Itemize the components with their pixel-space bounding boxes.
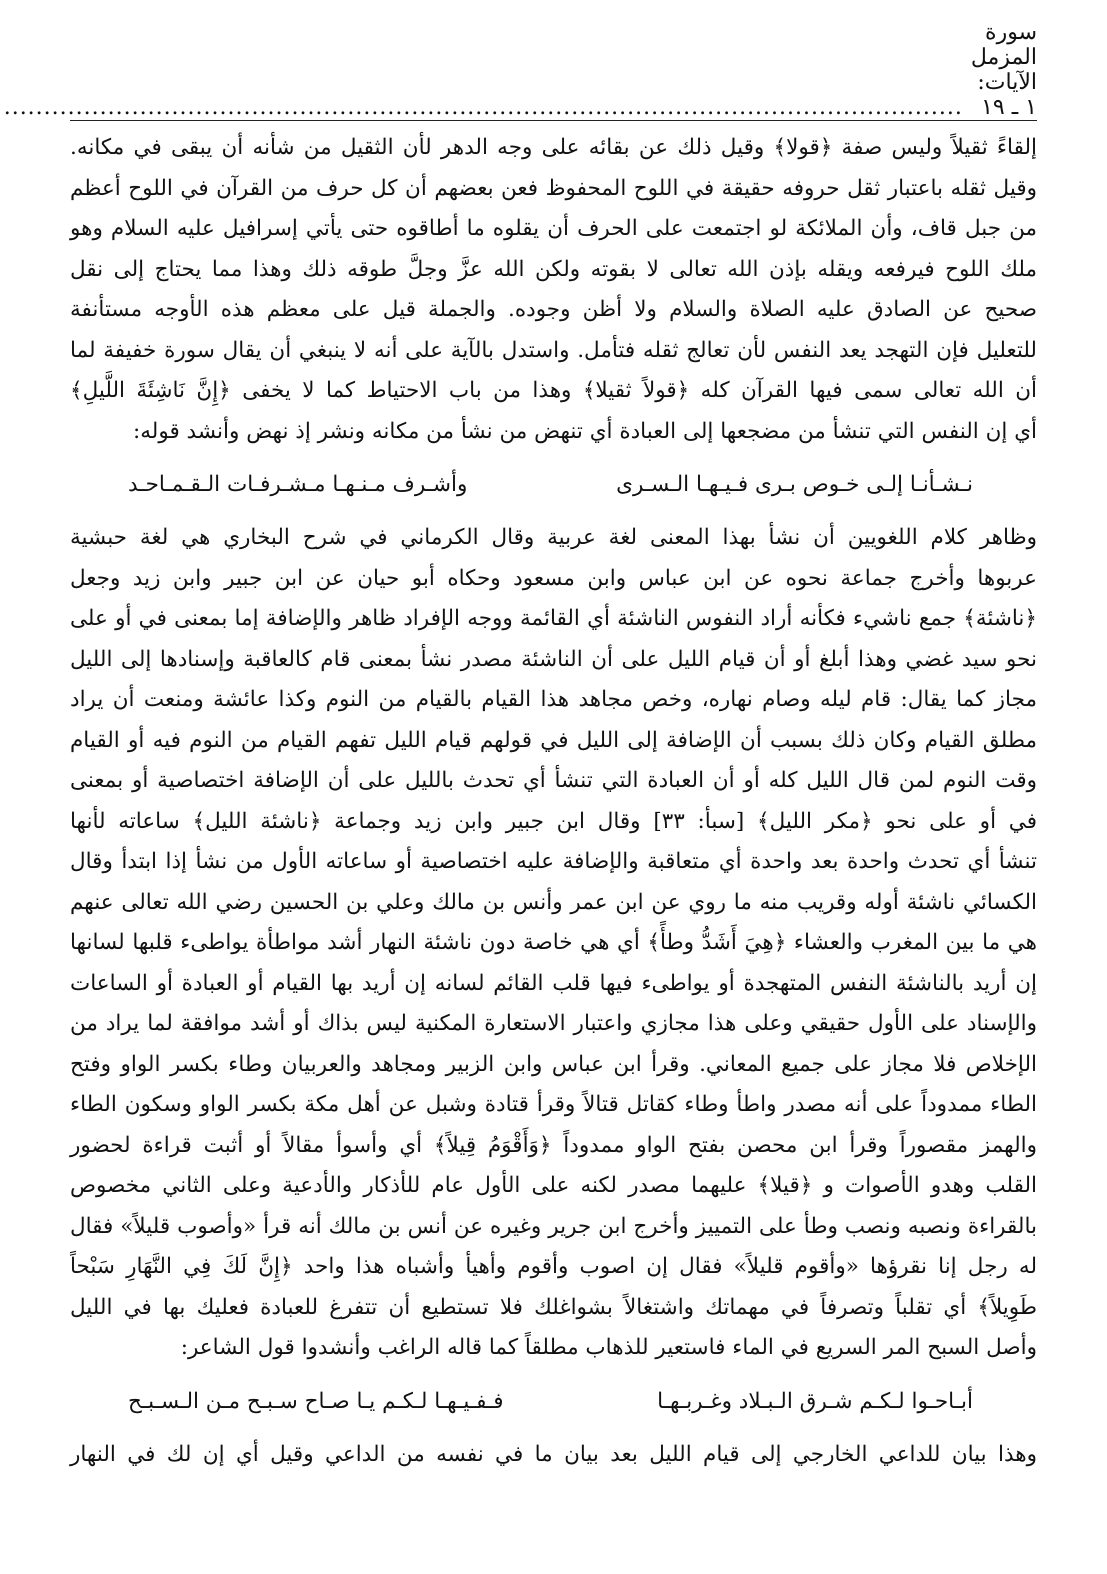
page-body (70, 128, 1037, 1475)
text-line: طَوِيلاً﴾ أي تقلباً وتصرفاً في مهماتك واشتغالاً بشواغلك فلا تستطيع أن تتفرغ للعبادة فعليك بها في الليل (70, 1294, 1037, 1320)
paragraph-3 (70, 1435, 1037, 1476)
text-line: الإخلاص فلا مجاز على جميع المعاني. وقرأ ابن عباس وابن الزبير ومجاهد والعربيان وطاء بكسر الواو وفتح (70, 1051, 1037, 1077)
header-dots: ........................................................................................................................ (3, 95, 963, 120)
text-line: وقيل ثقله باعتبار ثقل حروفه حقيقة في اللوح المحفوظ فعن بعضهم أن كل حرف من القرآن في اللوح أعظم (70, 175, 1037, 201)
text-line: للتعليل فإن التهجد يعد النفس لأن تعالج ثقله فتأمل. واستدل بالآية على أنه لا ينبغي أن يقال سورة خفيفة لما (70, 337, 1037, 363)
text-line: نحو سيد غضي وهذا أبلغ أو أن قيام الليل على أن الناشئة مصدر نشأ بمعنى قام كالعاقبة وإسنادها إلى الليل (70, 646, 1037, 672)
text-line: وظاهر كلام اللغويين أن نشأ بهذا المعنى لغة عربية وقال الكرماني في شرح البخاري هي لغة حبشية (70, 525, 1037, 550)
running-header (3, 20, 1037, 120)
text-line: مجاز كما يقال: قام ليله وصام نهاره، وخص مجاهد هذا القيام بالقيام من النوم وكذا عائشة ومنعت أن يراد (70, 687, 1037, 712)
verse-second-hemistich: فـفـيـهـا لـكـم يـا صـاح سـبـح مـن الـسـبـح (128, 1388, 504, 1414)
text-line: إلقاءً ثقيلاً وليس صفة ﴿قولا﴾ وقيل ذلك عن بقائه على وجه الدهر لأن الثقيل من شأنه أن يبقى في مكانه. (70, 135, 1037, 160)
text-line: عربوها وأخرج جماعة نحوه عن ابن عباس وابن مسعود وحكاه أبو حيان عن ابن جبير وابن زيد وجعل (70, 565, 1037, 591)
header-divider (70, 120, 1037, 121)
text-line: أي إن النفس التي تنشأ من مضجعها إلى العبادة أي تنهض من نشأ من مكانه ونشر إذ نهض وأنشد قوله: (133, 418, 1037, 444)
text-line: هي ما بين المغرب والعشاء ﴿هِيَ أَشَدُّ وطأً﴾ أي هي خاصة دون ناشئة النهار أشد مواطأة يواطىء قلبها لسانها (70, 930, 1037, 955)
verse-second-hemistich: وأشـرف مـنـهـا مـشـرفـات الـقـمـاحـد (128, 472, 468, 497)
text-line: القلب وهدو الأصوات و ﴿قيلا﴾ عليهما مصدر لكنه على الأول عام للأذكار والأدعية وعلى الثاني مخصوص (70, 1173, 1037, 1198)
text-line: صحيح عن الصادق عليه الصلاة والسلام ولا أظن وجوده. والجملة قيل على معظم هذه الأوجه مستأنفة (70, 297, 1037, 322)
poetry-verse-1 (70, 452, 1037, 518)
paragraph-2 (70, 518, 1037, 1369)
text-line: إن أريد بالناشئة النفس المتهجدة أو يواطىء فيها قلب القائم لسانه إن أريد بها القيام أو العبادة أو الساعات (70, 970, 1037, 996)
text-line: الكسائي ناشئة أوله وقريب منه ما روي عن ابن عمر وأنس بن مالك وعلي بن الحسين رضي الله تعالى عنهم (70, 889, 1037, 915)
header-title: سورة المزمل الآيات: ١ ـ ١٩ (970, 20, 1037, 120)
text-line: وهذا بيان للداعي الخارجي إلى قيام الليل بعد بيان ما في نفسه من الداعي وقيل أي إن لك في النهار (70, 1441, 1037, 1467)
text-line: وقت النوم لمن قال الليل كله أو أن العبادة التي تنشأ أي تحدث بالليل على أن الإضافة اختصاصية أو بمعنى (70, 768, 1037, 793)
text-line: مطلق القيام وكان ذلك بسبب أن الإضافة إلى الليل في قولهم قيام الليل تفهم القيام من النوم فيه أو القيام (70, 727, 1037, 753)
text-line: تنشأ أي تحدث واحدة بعد واحدة أي متعاقبة والإضافة عليه اختصاصية أو ساعاته الأول من نشأ إذا ابتدأ وقال (70, 849, 1037, 874)
verse-first-hemistich: أبـاحـوا لـكـم شـرق الـبـلاد وغـربـهـا (657, 1388, 973, 1414)
text-line: أن الله تعالى سمى فيها القرآن كله ﴿قولاً ثقيلا﴾ وهذا من باب الاحتياط كما لا يخفى ﴿إِنَّ نَاشِئَةَ اللَّيلِ﴾ (70, 378, 1037, 403)
text-line: في أو على نحو ﴿مكر الليل﴾ [سبأ: ٣٣] وقال ابن جبير وابن زيد وجماعة ﴿ناشئة الليل﴾ ساعاته لأنها (70, 808, 1037, 834)
text-line: ملك اللوح فيرفعه ويقله بإذن الله تعالى لا بقوته ولكن الله عزَّ وجلَّ طوقه ذلك وهذا مما يحتاج إلى نقل (70, 256, 1037, 282)
text-line: الطاء ممدوداً على أنه مصدر واطأ وطاء كقاتل قتالاً وقرأ قتادة وشبل عن أهل مكة بكسر الواو وسكون الطاء (70, 1092, 1037, 1117)
poetry-verse-2 (70, 1369, 1037, 1435)
text-line: ﴿ناشئة﴾ جمع ناشيء فكأنه أراد النفوس الناشئة أي القائمة ووجه الإفراد ظاهر والإضافة إما بمعنى في أو على (70, 606, 1037, 631)
paragraph-1 (70, 128, 1037, 452)
text-line: والهمز مقصوراً وقرأ ابن محصن بفتح الواو ممدوداً ﴿وَأَقْوَمُ قِيلاً﴾ أي وأسوأ مقالاً أو أثبت قراءة لحضور (70, 1132, 1037, 1158)
text-line: وأصل السبح المر السريع في الماء فاستعير للذهاب مطلقاً كما قاله الراغب وأنشدوا قول الشاعر: (180, 1335, 1037, 1360)
verse-first-hemistich: نـشـأنـا إلـى خـوص بـرى فـيـهـا الـسـرى (616, 472, 973, 497)
text-line: له رجل إنا نقرؤها «وأقوم قليلاً» فقال إن اصوب وأقوم وأهيأ وأشباه هذا واحد ﴿إِنَّ لَكَ فِي النَّهَارِ سَبْحاً (70, 1254, 1037, 1279)
text-line: والإسناد على الأول حقيقي وعلى هذا مجازي واعتبار الاستعارة المكنية ليس بذاك أو أشد موافقة لما يراد من (70, 1011, 1037, 1036)
text-line: من جبل قاف، وأن الملائكة لو اجتمعت على الحرف أن يقلوه ما أطاقوه حتى يأتي إسرافيل عليه السلام وهو (70, 216, 1037, 241)
text-line: بالقراءة ونصبه ونصب وطأ على التمييز وأخرج ابن جرير وغيره عن أنس بن مالك أنه قرأ «وأصوب قليلاً» فقال (70, 1213, 1037, 1239)
